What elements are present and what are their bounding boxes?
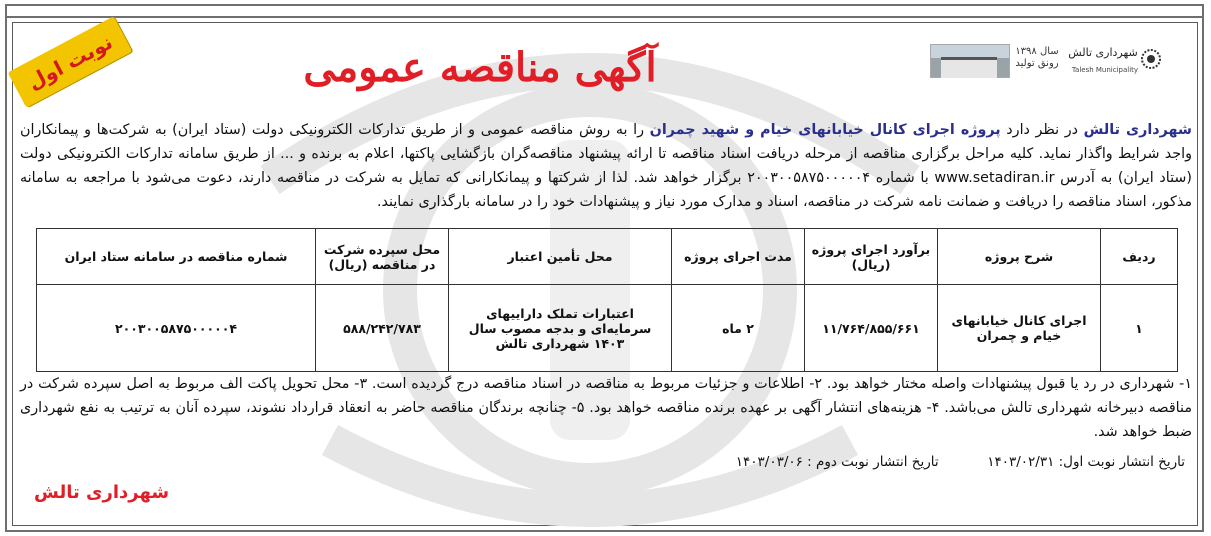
cell-project-description: اجرای کانال خیابانهای خیام و چمران (938, 285, 1101, 372)
col-row-number: ردیف (1101, 229, 1178, 285)
cell-row-number: ۱ (1101, 285, 1178, 372)
intro-paragraph (20, 118, 1192, 214)
intro-text-1: در نظر دارد (1000, 122, 1084, 138)
intro-text-2: را به روش مناقصه عمومی و از طریق تدارکات الکترونیکی دولت (ستاد ایران) به شرکت‌ها و پیمانکاران واجد شرایط واگذار نماید. کلیه مراحل برگزاری مناقصه از مرحله دریافت اسناد مناقصه تا ارائه پیشنهاد مناقصه‌گران بازگشایی پاکتها، اعلام به برنده و ... از طریق سامانه تدارکات الکترونیکی دولت (ستاد ایران) به آدرس www.setadiran.ir با شماره ۲۰۰۳۰۰۵۸۷۵۰۰۰۰۰۴ برگزار خواهد شد. لذا از شرکتها و پیمانکارانی که تمایل به شرکت در مناقصه دارند، دعوت می‌شود با مراجعه به سامانه مذکور، اسناد مناقصه را دریافت و ضمانت نامه شرکت در مناقصه، اسناد و مدارک مورد نیاز و پیشنهادات خود را در سامانه بارگذاری نمایند. (20, 122, 1192, 210)
cell-funding-source: اعتبارات تملک داراییهای سرمایه‌ای و بدجه مصوب سال ۱۴۰۳ شهرداری تالش (449, 285, 672, 372)
publication-dates (620, 454, 1185, 470)
first-publication-date: تاریخ انتشار نوبت اول: ۱۴۰۳/۰۲/۳۱ (987, 454, 1185, 470)
cell-tender-number: ۲۰۰۳۰۰۵۸۷۵۰۰۰۰۰۴ (37, 285, 316, 372)
second-publication-date: تاریخ انتشار نوبت دوم : ۱۴۰۳/۰۳/۰۶ (735, 454, 939, 470)
cell-duration: ۲ ماه (672, 285, 805, 372)
slogan-year: سال ۱۳۹۸ (1015, 46, 1059, 57)
slogan-text: رونق تولید (1015, 58, 1059, 69)
signature: شهرداری تالش (34, 482, 170, 503)
cell-deposit: ۵۸۸/۲۴۲/۷۸۳ (316, 285, 449, 372)
col-duration: مدت اجرای پروژه (672, 229, 805, 285)
municipality-emblem-icon (1140, 48, 1162, 70)
col-funding-source: محل تأمین اعتبار (449, 229, 672, 285)
table-row (37, 285, 1178, 372)
org-name-en: Talesh Municipality (1071, 66, 1139, 74)
col-deposit: محل سپرده شرکت در مناقصه (ریال) (316, 229, 449, 285)
col-estimate: برآورد اجرای پروژه (ریال) (805, 229, 938, 285)
project-highlight: پروژه اجرای کانال خیابانهای خیام و شهید چمران (649, 122, 1001, 138)
org-highlight: شهرداری تالش (1083, 122, 1192, 138)
building-photo (930, 44, 1010, 78)
table-header-row (37, 229, 1178, 285)
page-title: آگهی مناقصه عمومی (303, 44, 657, 91)
cell-estimate: ۱۱/۷۶۴/۸۵۵/۶۶۱ (805, 285, 938, 372)
org-name: شهرداری تالش (1068, 46, 1138, 59)
first-publication-badge: نوبت اول (8, 16, 133, 108)
tender-table (36, 228, 1178, 372)
slogan (1008, 46, 1066, 70)
terms-paragraph: ۱- شهرداری در رد یا قبول پیشنهادات واصله مختار خواهد بود. ۲- اطلاعات و جزئیات مربوط به مناقصه در اسناد مناقصه درج گردیده است. ۳- محل تحویل پاکت الف مربوط به اصل سپرده شرکت در مناقصه دبیرخانه شهرداری تالش می‌باشد. ۴- هزینه‌های انتشار آگهی بر عهده برنده مناقصه خواهد بود. ۵- چنانچه برندگان مناقصه حاضر به انعقاد قرارداد نشوند، سپرده آنان به ترتیب به نفع شهرداری ضبط خواهد شد. (20, 376, 1193, 440)
col-tender-number: شماره مناقصه در سامانه ستاد ایران (37, 229, 316, 285)
col-project-description: شرح پروژه (938, 229, 1101, 285)
top-strip (5, 4, 1204, 18)
municipality-logo (930, 44, 1165, 80)
